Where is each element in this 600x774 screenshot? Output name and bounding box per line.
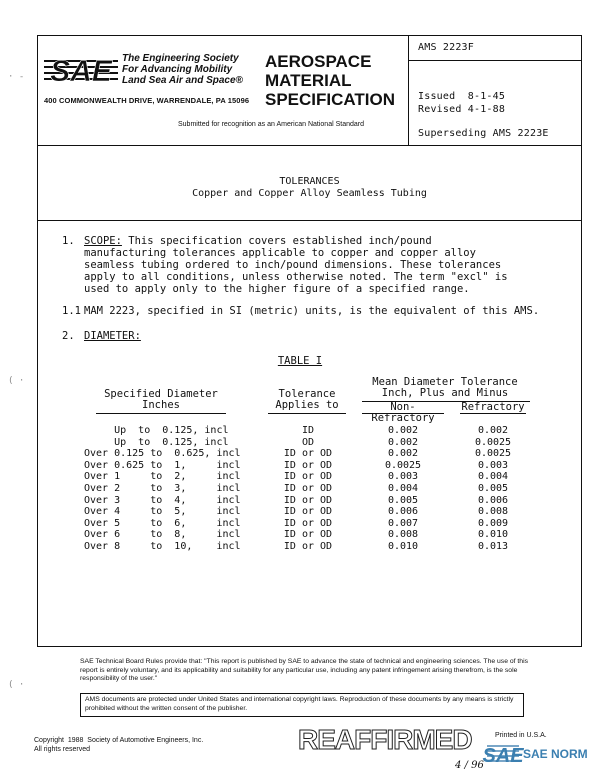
diameter-heading: DIAMETER: <box>84 330 141 342</box>
cell-tolerance: ID or OD <box>283 448 333 460</box>
cell-tolerance: ID <box>301 425 315 436</box>
document-title <box>37 176 582 200</box>
cell-tolerance: OD <box>301 436 315 448</box>
col-header-diameter-line2: Inches <box>142 399 180 411</box>
printed-in: Printed in U.S.A. <box>495 732 547 739</box>
scope-text: This specification covers established inch/pound manufacturing tolerances applicable to copper and copper alloy seamless tubing ordered to inch/pound dimensions. These tolerances apply to all conditions, unless otherwise noted. The term "excl" is used to apply only to the higher figure of a specified range. <box>84 235 508 295</box>
cell-non-refractory: 0.002 <box>387 425 419 436</box>
cell-non-refractory: 0.0025 <box>384 459 422 471</box>
col-header-mean-line1: Mean Diameter Tolerance <box>372 376 518 388</box>
cell-diameter: Over 4 to 5, incl <box>84 506 241 518</box>
section-2-number: 2. <box>62 330 75 342</box>
issue-dates <box>418 90 505 116</box>
society-line-2: For Advancing Mobility <box>122 64 233 75</box>
table-row <box>0 483 600 494</box>
header-rule-non-refractory <box>362 413 444 414</box>
cell-tolerance: ID or OD <box>283 483 333 494</box>
section-1-1-text: MAM 2223, specified in SI (metric) units, is the equivalent of this AMS. <box>84 305 540 317</box>
board-rules-note: SAE Technical Board Rules provide that: "This report is published by SAE to advance the state of technical and engineering sciences. The use of this report is entirely voluntary, and its applicability and suitability for any particular use, including any patent infringement arising therefrom, is the sole responsibility of the user." <box>80 658 528 682</box>
cell-non-refractory: 0.006 <box>387 506 419 518</box>
margin-mark-3: ( · <box>8 680 25 690</box>
col-header-tolerance <box>268 389 346 411</box>
spec-title-line-2: MATERIAL <box>265 71 352 90</box>
header-rule-tolerance <box>268 413 346 414</box>
header-rule-refractory <box>460 413 526 414</box>
cell-diameter: Up to 0.125, incl <box>84 436 229 448</box>
cell-tolerance: ID or OD <box>283 459 333 471</box>
col-header-diameter <box>96 389 226 411</box>
header-vertical-divider <box>408 35 409 146</box>
handwritten-date: 4 / 96 <box>455 760 484 771</box>
sae-norm-stamp <box>482 740 588 767</box>
sae-logo <box>44 54 118 88</box>
cell-refractory: 0.0025 <box>474 448 512 460</box>
cell-refractory: 0.0025 <box>474 436 512 448</box>
col-header-tolerance-line2: Applies to <box>275 399 339 411</box>
cell-diameter: Over 2 to 3, incl <box>84 483 241 494</box>
cell-refractory: 0.002 <box>477 425 509 436</box>
society-line-1: The Engineering Society <box>122 53 239 64</box>
table-row <box>0 425 600 436</box>
cell-refractory: 0.010 <box>477 529 509 541</box>
margin-mark-2: ( · <box>8 376 25 386</box>
table-row <box>0 471 600 482</box>
table-row <box>0 518 600 529</box>
reaffirmed-stamp: REAFFIRMED <box>298 724 472 755</box>
address: 400 COMMONWEALTH DRIVE, WARRENDALE, PA 15096 <box>44 96 250 105</box>
header-rule-mean <box>362 401 530 402</box>
header-rule-diameter <box>96 413 226 414</box>
copyright-line2: All rights reserved <box>34 746 91 753</box>
cell-non-refractory: 0.004 <box>387 483 419 494</box>
cell-non-refractory: 0.003 <box>387 471 419 483</box>
scope-paragraph <box>84 235 514 295</box>
cell-tolerance: ID or OD <box>283 494 333 506</box>
cell-refractory: 0.005 <box>477 483 509 494</box>
table-row <box>0 506 600 517</box>
table-row <box>0 529 600 540</box>
copyright-line1: Copyright 1988 Society of Automotive Engineers, Inc. <box>34 737 204 744</box>
cell-refractory: 0.004 <box>477 471 509 483</box>
cell-diameter: Over 5 to 6, incl <box>84 517 241 529</box>
section-1-number: 1. <box>62 235 75 247</box>
cell-diameter: Over 8 to 10, incl <box>84 541 241 552</box>
cell-non-refractory: 0.002 <box>387 448 419 460</box>
cell-tolerance: ID or OD <box>283 529 333 541</box>
cell-refractory: 0.013 <box>477 541 509 552</box>
revised-date: Revised 4-1-88 <box>418 104 506 115</box>
cell-tolerance: ID or OD <box>283 541 333 552</box>
spec-title <box>265 52 395 109</box>
copyright-notice-box: AMS documents are protected under United States and international copyright laws. Reproduction of these documents by any means is strictly prohibited without the written consent of the publisher. <box>80 693 524 717</box>
col-header-mean <box>355 377 535 399</box>
cell-tolerance: ID or OD <box>283 506 333 518</box>
submitted-note: Submitted for recognition as an American National Standard <box>178 121 364 128</box>
title-line-2: Copper and Copper Alloy Seamless Tubing <box>192 188 427 199</box>
cell-diameter: Over 3 to 4, incl <box>84 494 241 506</box>
cell-tolerance: ID or OD <box>283 517 333 529</box>
cell-refractory: 0.003 <box>477 459 509 471</box>
superseding: Superseding AMS 2223E <box>418 128 549 139</box>
cell-non-refractory: 0.002 <box>387 436 419 448</box>
margin-mark-1: · - <box>8 72 25 82</box>
title-line-1: TOLERANCES <box>279 176 340 187</box>
table-row <box>0 460 600 471</box>
cell-refractory: 0.008 <box>477 506 509 518</box>
col-header-tolerance-line1: Tolerance <box>278 388 336 400</box>
col-header-diameter-line1: Specified Diameter <box>104 388 218 400</box>
cell-non-refractory: 0.007 <box>387 517 419 529</box>
cell-refractory: 0.009 <box>477 517 509 529</box>
header-divider <box>37 145 582 146</box>
table-title: TABLE I <box>277 355 323 367</box>
cell-diameter: Over 1 to 2, incl <box>84 471 241 483</box>
society-tagline <box>122 53 243 86</box>
section-1-1-number: 1.1 <box>62 305 81 317</box>
cell-refractory: 0.006 <box>477 494 509 506</box>
cell-non-refractory: 0.010 <box>387 541 419 552</box>
ams-number-divider <box>408 60 582 61</box>
stamp-brand-text: SAE NORM <box>523 747 588 761</box>
cell-diameter: Over 6 to 8, incl <box>84 529 241 541</box>
title-divider <box>37 220 582 221</box>
stamp-logo-mark: SAE <box>482 745 524 767</box>
cell-diameter: Up to 0.125, incl <box>84 425 229 436</box>
copyright <box>34 736 203 754</box>
col-header-non-refractory: Non-Refractory <box>371 401 435 424</box>
issued-date: Issued 8-1-45 <box>418 91 506 102</box>
cell-diameter: Over 0.125 to 0.625, incl <box>84 448 241 460</box>
cell-non-refractory: 0.008 <box>387 529 419 541</box>
cell-diameter: Over 0.625 to 1, incl <box>84 459 241 471</box>
table-row <box>0 437 600 448</box>
spec-title-line-3: SPECIFICATION <box>265 90 396 109</box>
table-row <box>0 495 600 506</box>
col-header-refractory: Refractory <box>461 401 525 413</box>
cell-tolerance: ID or OD <box>283 471 333 483</box>
col-header-mean-line2: Inch, Plus and Minus <box>381 387 509 399</box>
ams-number: AMS 2223F <box>418 42 474 53</box>
society-line-3: Land Sea Air and Space® <box>122 75 243 86</box>
spec-title-line-1: AEROSPACE <box>265 52 372 71</box>
scope-label: SCOPE: <box>84 235 122 247</box>
sae-logo-text: SAE <box>50 55 112 88</box>
table-row <box>0 541 600 552</box>
cell-non-refractory: 0.005 <box>387 494 419 506</box>
table-row <box>0 448 600 459</box>
